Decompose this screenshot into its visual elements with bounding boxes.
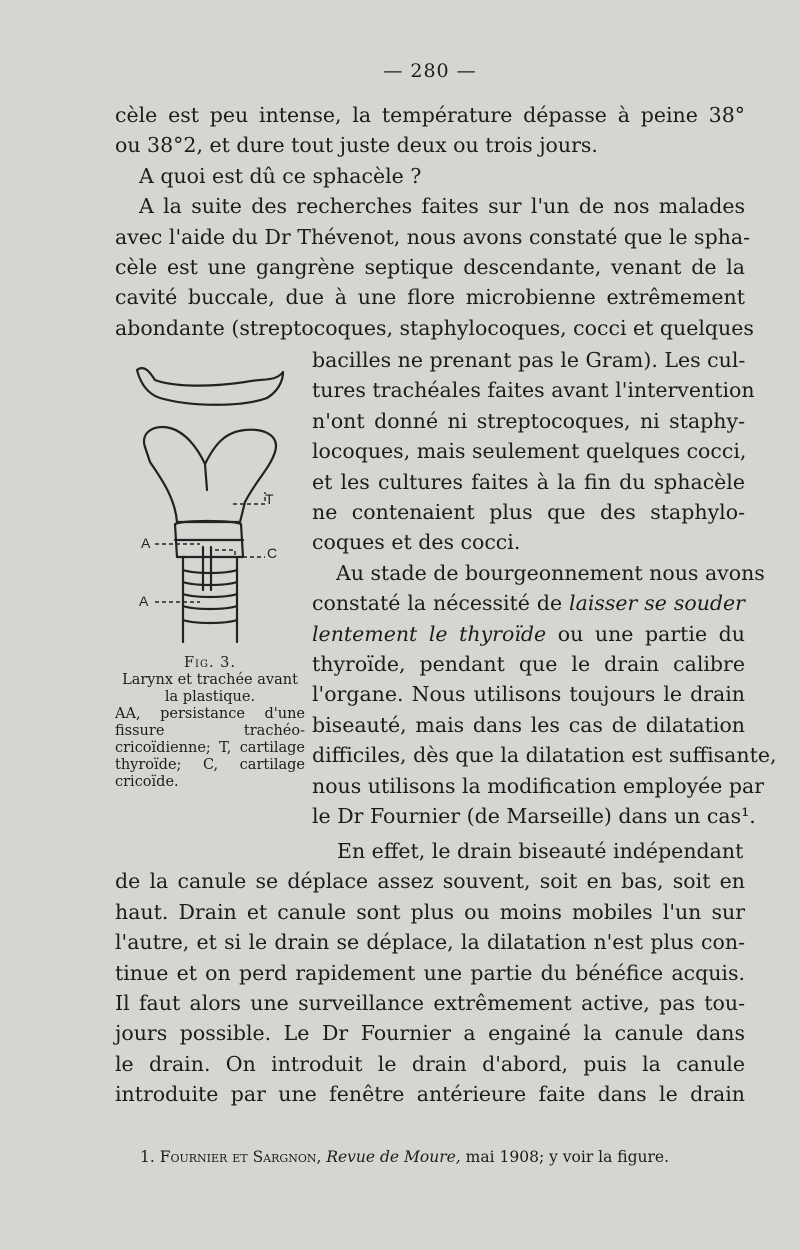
figure-caption-subtitle: Larynx et trachée avant la plastique. [122, 672, 298, 705]
figure-caption [115, 655, 305, 791]
larynx-drawing [115, 352, 305, 662]
text-line: n'ont donné ni streptocoques, ni staphy- [312, 408, 745, 433]
bottom-paragraph [115, 836, 745, 1110]
text-line: tinue et on perd rapidement une partie du bénéfice acquis. [115, 960, 745, 985]
page-number: — 280 — [383, 60, 477, 82]
text-line: ou 38°2, et dure tout juste deux ou trois jours. [115, 133, 598, 158]
text-line: cavité buccale, due à une flore microbienne extrêmement [115, 285, 745, 310]
larynx-figure [115, 352, 305, 662]
text-line: Il faut alors une surveillance extrêmement active, pas tou- [115, 991, 745, 1016]
figure-caption-title: Fig. 3. [183, 655, 237, 671]
text-line: En effet, le drain biseauté indépendant [337, 839, 744, 863]
footnote-journal: Revue de Moure, [326, 1148, 461, 1166]
label-A-lower: A [139, 593, 149, 609]
text-line: l'autre, et si le drain se déplace, la dilatation n'est plus con- [115, 930, 745, 955]
text-line: le Dr Fournier (de Marseille) dans un cas¹. [312, 804, 756, 829]
text-line: cèle est une gangrène septique descendante, venant de la [115, 255, 745, 280]
text-line [312, 619, 745, 649]
text-line: A quoi est dû ce sphacèle ? [139, 163, 422, 188]
label-C: C [267, 545, 278, 561]
footnote [140, 1147, 760, 1167]
right-column-paragraphs [312, 345, 777, 832]
text-line: A la suite des recherches faites sur l'un de nos malades [139, 194, 745, 219]
italic-span: lentement le thyroïde [312, 621, 547, 646]
figure-caption-body: AA, persistance d'une fissure trachéo-cricoïdienne; T, cartilage thyroïde; C, cartilage cricoïde. [115, 706, 305, 790]
text-line: ne contenaient plus que des staphylo- [312, 500, 745, 525]
text-line [312, 588, 745, 618]
top-paragraphs [115, 100, 754, 343]
label-A-upper: A [141, 535, 151, 551]
footnote-authors: Fournier et Sargnon, [159, 1148, 322, 1166]
text-line: de la canule se déplace assez souvent, soit en bas, soit en [115, 869, 745, 894]
text-line: avec l'aide du Dr Thévenot, nous avons constaté que le spha- [115, 224, 751, 249]
text-line: l'organe. Nous utilisons toujours le drain [312, 682, 745, 707]
text-line: cèle est peu intense, la température dépasse à peine 38° [115, 103, 745, 127]
text-line: et les cultures faites à la fin du sphacèle [312, 469, 745, 494]
text-line: biseauté, mais dans les cas de dilatation [312, 712, 745, 737]
label-T: T [265, 491, 274, 507]
text-span: constaté la nécessité de [312, 591, 563, 616]
text-line: thyroïde, pendant que le drain calibre [312, 652, 745, 677]
text-line: coques et des cocci. [312, 530, 521, 555]
text-line: bacilles ne prenant pas le Gram). Les cul- [312, 348, 746, 372]
text-line: abondante (streptocoques, staphylocoques, cocci et quelques [115, 315, 754, 340]
italic-span: laisser se souder [569, 591, 745, 616]
text-line: difficiles, dès que la dilatation est suffisante, [312, 743, 777, 768]
text-line: jours possible. Le Dr Fournier a engainé la canule dans [115, 1021, 745, 1046]
text-line: locoques, mais seulement quelques cocci, [312, 439, 747, 464]
text-line: haut. Drain et canule sont plus ou moins mobiles l'un sur [115, 899, 745, 924]
text-line: introduite par une fenêtre antérieure faite dans le drain [115, 1082, 745, 1107]
footnote-rest: mai 1908; y voir la figure. [465, 1148, 670, 1166]
text-line: Au stade de bourgeonnement nous avons [336, 560, 765, 585]
footnote-marker: 1. [140, 1148, 155, 1166]
text-line: tures trachéales faites avant l'intervention [312, 378, 755, 403]
text-line: nous utilisons la modification employée par [312, 773, 765, 798]
text-span: ou une partie du [557, 621, 745, 646]
text-line: le drain. On introduit le drain d'abord, puis la canule [115, 1051, 745, 1076]
